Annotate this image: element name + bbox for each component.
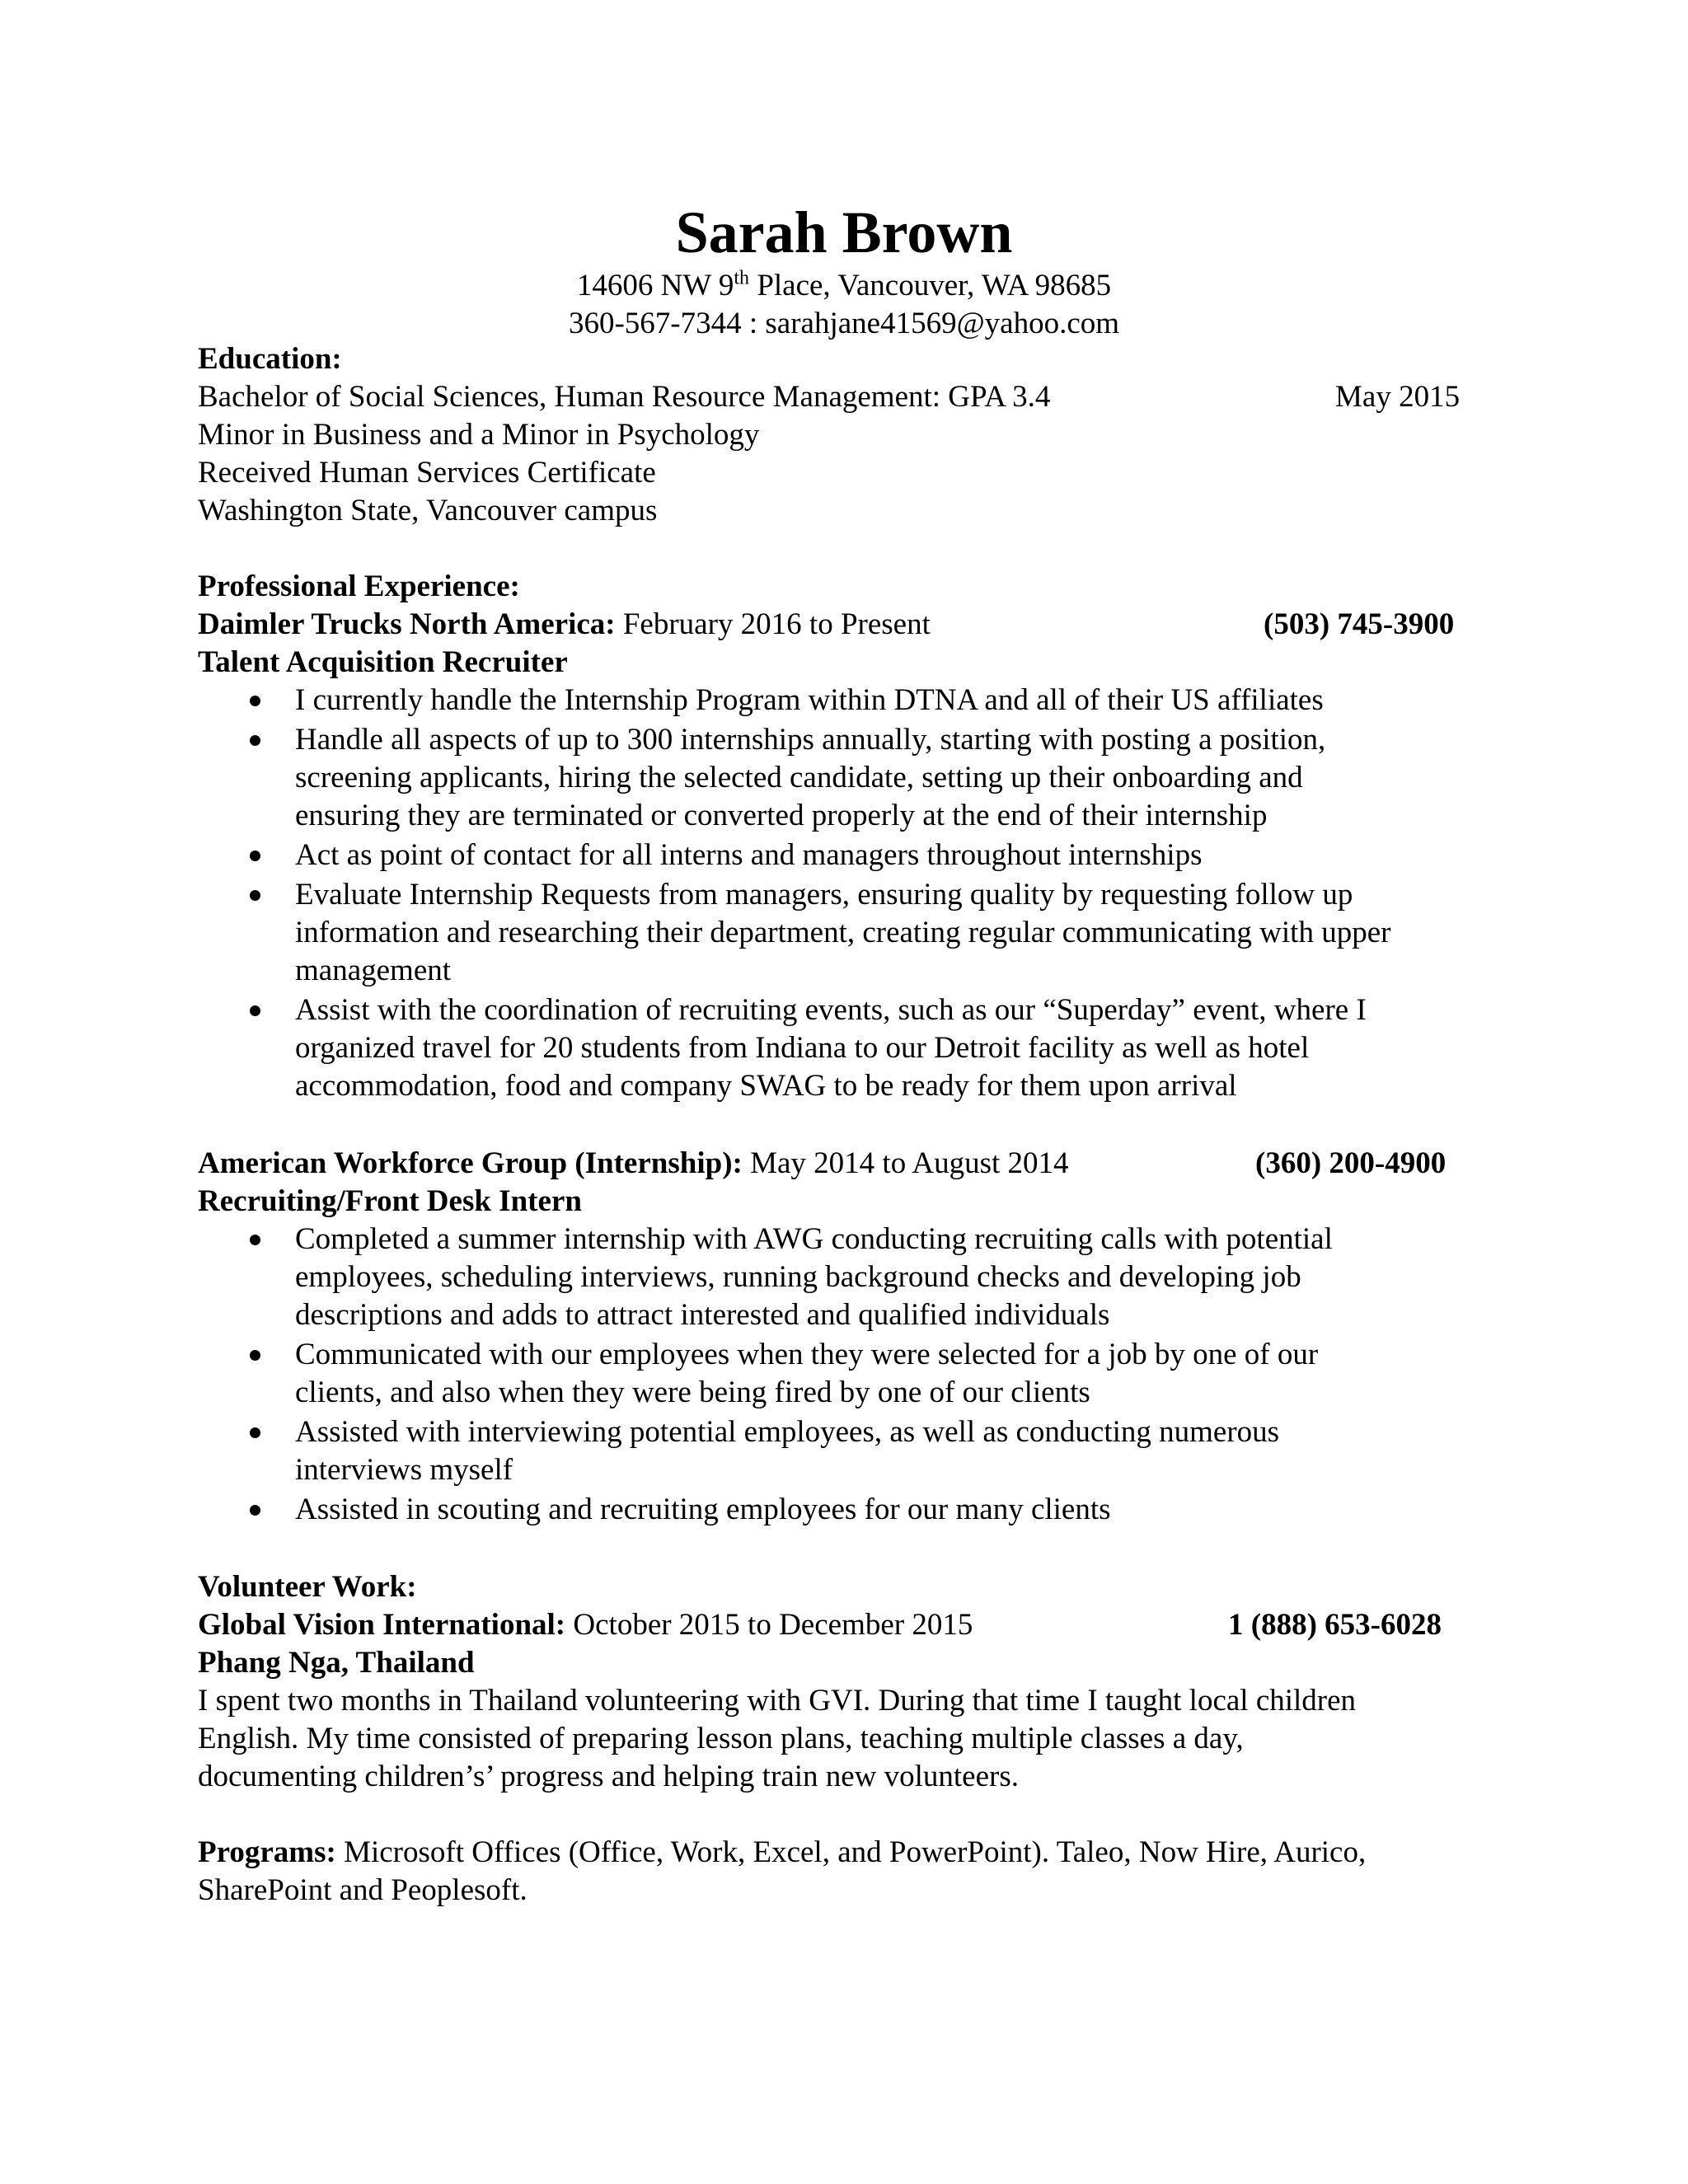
experience-heading: Professional Experience: [198,569,520,603]
bullet-dot-icon [250,1005,260,1016]
education-line: Washington State, Vancouver campus [198,494,658,527]
programs-label: Programs: [198,1835,336,1869]
address-rest: Place, Vancouver, WA 98685 [749,269,1112,302]
list-item: Completed a summer internship with AWG conducting recruiting calls with potential employees, scheduling interviews, running background checks and developing job descriptions and adds to attract interested and qualified individuals [198,1221,1471,1334]
education-line: Received Human Services Certificate [198,456,656,490]
job-dates: February 2016 to Present [615,607,931,641]
bullet-dot-icon [250,851,260,861]
list-item: Act as point of contact for all interns and managers throughout internships [198,837,1471,874]
education-date: May 2015 [1335,380,1461,414]
candidate-contact: 360-567-7344 : sarahjane41569@yahoo.com [568,307,1120,340]
candidate-name: Sarah Brown [675,199,1013,265]
programs-line-continued: SharePoint and Peoplesoft. [198,1873,528,1907]
job-title: Recruiting/Front Desk Intern [198,1184,582,1218]
job-dates: May 2014 to August 2014 [742,1146,1069,1180]
education-line: Minor in Business and a Minor in Psychology [198,418,760,452]
bullet-dot-icon [250,1350,260,1361]
volunteer-phone: 1 (888) 653-6028 [1228,1608,1442,1642]
education-degree: Bachelor of Social Sciences, Human Resource Management: GPA 3.4 [198,380,1051,414]
list-item: Assisted in scouting and recruiting employees for our many clients [198,1491,1471,1529]
list-item: Assist with the coordination of recruiting events, such as our “Superday” event, where I organized travel for 20 students from Indiana to our Detroit facility as well as hotel accommodation, food and company SWAG to be ready for them upon arrival [198,991,1471,1105]
job-phone: (360) 200-4900 [1255,1146,1447,1180]
address-street-number: 14606 NW 9 [576,269,734,302]
job-phone: (503) 745-3900 [1264,607,1455,641]
bullet-dot-icon [250,890,260,901]
address-superscript: th [734,267,750,289]
bullet-dot-icon [250,1427,260,1438]
volunteer-description: I spent two months in Thailand volunteering with GVI. During that time I taught local children English. My time consisted of preparing lesson plans, teaching multiple classes a day, documenting children’s’ progress and helping train new volunteers. [198,1684,1357,1793]
list-item: Handle all aspects of up to 300 internships annually, starting with posting a position, screening applicants, hiring the selected candidate, setting up their onboarding and ensuring they are terminated or converted properly at the end of their internship [198,721,1471,835]
bullet-dot-icon [250,1235,260,1245]
volunteer-dates: October 2015 to December 2015 [565,1608,973,1642]
bullet-dot-icon [250,696,260,706]
list-item: Communicated with our employees when they were selected for a job by one of our clients, and also when they were being fired by one of our clients [198,1336,1471,1412]
job-title: Talent Acquisition Recruiter [198,645,568,679]
job-duties-list [198,682,1471,1105]
programs-list: Microsoft Offices (Office, Work, Excel, and PowerPoint). Taleo, Now Hire, Aurico, [335,1835,1367,1869]
volunteer-org: Global Vision International: [198,1608,566,1642]
job-company: American Workforce Group (Internship): [198,1146,743,1180]
education-heading: Education: [198,342,342,376]
volunteer-header-row [198,1606,1471,1644]
job-company: Daimler Trucks North America: [198,607,616,641]
bullet-dot-icon [250,735,260,746]
programs-line [198,1834,1471,1872]
list-item: I currently handle the Internship Program within DTNA and all of their US affiliates [198,682,1471,719]
job-header-row [198,606,1471,644]
bullet-dot-icon [250,1505,260,1516]
candidate-address [0,267,1688,305]
resume-header [0,198,1688,343]
volunteer-heading: Volunteer Work: [198,1570,417,1604]
job-header-row [198,1145,1471,1183]
list-item: Evaluate Internship Requests from managers, ensuring quality by requesting follow up information and researching their department, creating regular communicating with upper management [198,876,1471,990]
resume-body [198,340,1471,1910]
education-degree-row [198,378,1471,416]
volunteer-location: Phang Nga, Thailand [198,1646,475,1680]
list-item: Assisted with interviewing potential employees, as well as conducting numerous interviews myself [198,1413,1471,1489]
job-duties-list [198,1221,1471,1529]
